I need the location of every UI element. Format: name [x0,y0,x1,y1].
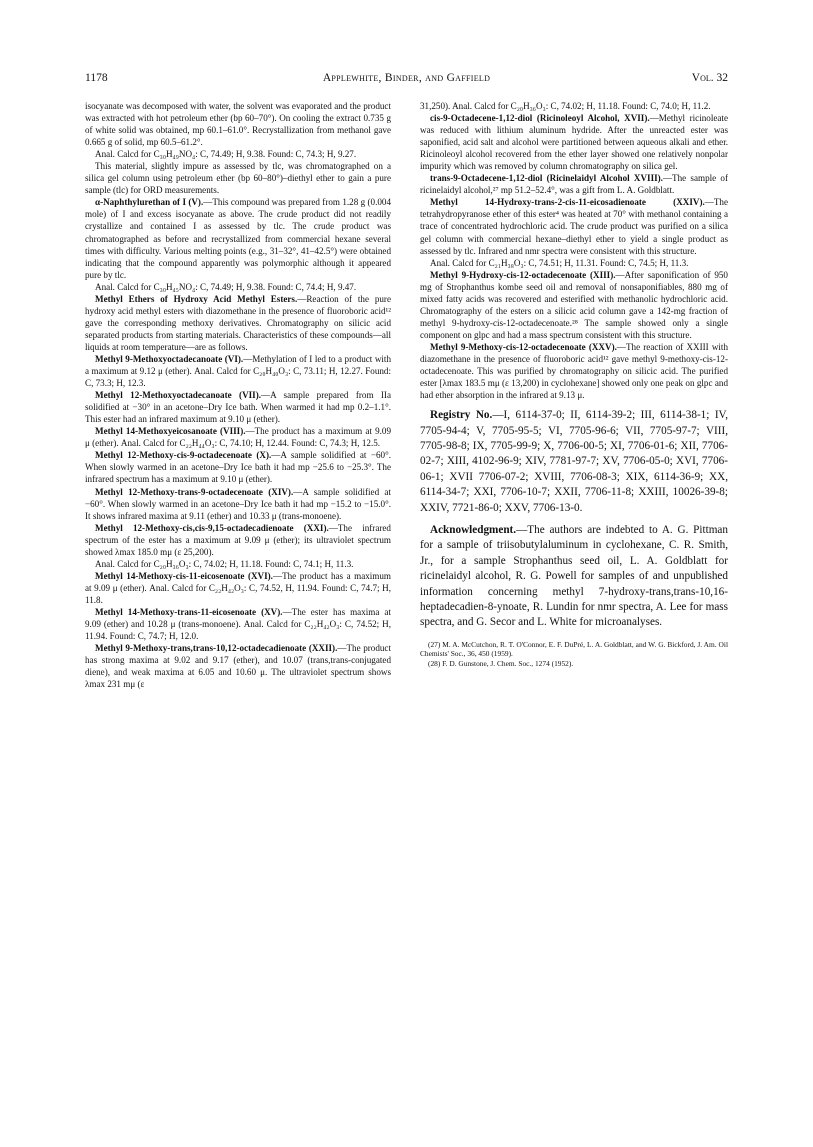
paragraph: Methyl 14-Hydroxy-trans-2-cis-11-eicosadienoate (XXIV).—The tetrahydropyranose ether of this ester⁴ was heated at 70° with methanol containing a trace of concentrated hydrochloric acid. The crude product was purified on a silica gel column with commercial hexane–diethyl ether to yield a single product as assessed by tlc. Infrared and nmr spectra were consistent with this structure. [420,197,728,256]
analysis-paragraph: Anal. Calcd for C₂₀H₃₆O₃: C, 74.02; H, 11.18. Found: C, 74.1; H, 11.3. [95,558,354,569]
analysis-paragraph: Anal. Calcd for C₃₀H₄₅NO₄: C, 74.49; H, 9.38. Found: C, 74.4; H, 9.47. [95,281,357,292]
paragraph: α-Naphthylurethan of I (V).—This compound was prepared from 1.28 g (0.004 mole) of I and excess isocyanate as above. The crude product did not readily crystallize and contained I as assessed by tlc. The crude product was chromatographed as before and recrystallized from commercial hexane several times with difficulty. Various melting points (e.g., 31–32°, 41–42.5°) were obtained indicating that the compound apparently was polymorphic although it appeared pure by tlc. [85,197,391,280]
paragraph: Methyl 12-Methoxy-cis-9-octadecenoate (X).—A sample solidified at −60°. When slowly warmed in an acetone–Dry Ice bath it had mp −25.6 to −25.3°. The infrared spectrum has a maximum at 9.10 μ (ether). [85,450,391,485]
paragraph: This material, slightly impure as assessed by tlc, was chromatographed on a silica gel column using petroleum ether (bp 60–80°)–diethyl ether to gain a pure sample (tlc) for ORD measurements. [85,161,391,196]
compound-heading: Methyl 9-Methoxy-trans,trans-10,12-octadecadienoate (XXII). [95,643,338,654]
footnote-28: (28) F. D. Gunstone, J. Chem. Soc., 1274 (1952). [428,659,574,669]
analysis-paragraph: 31,250). Anal. Calcd for C₂₀H₃₆O₃: C, 74.02; H, 11.18. Found: C, 74.0; H, 11.2. [420,101,711,111]
left-column [85,100,391,690]
compound-heading: cis-9-Octadecene-1,12-diol (Ricinoleoyl Alcohol, XVII). [430,113,650,124]
compound-heading: Methyl 12-Methoxyoctadecanoate (VII). [95,390,262,401]
right-column [420,100,728,669]
acknowledgment-paragraph: Acknowledgment.—The authors are indebted to A. G. Pittman for a sample of triisobutylaluminum in cyclohexane, C. R. Smith, Jr., for a sample Strophanthus seed oil, L. A. Goldblatt for ricinelaidyl alcohol, R. G. Powell for samples of and unpublished information concerning methyl 7-hydroxy-trans,trans-10,16-heptadecadien-8-ynoate, R. Lundin for nmr spectra, A. Lee for mass spectra, and G. Secor and L. White for microanalyses. [420,524,728,629]
paragraph: Methyl 9-Hydroxy-cis-12-octadecenoate (XIII).—After saponification of 950 mg of Strophanthus kombe seed oil and removal of nonsaponifiables, 880 mg of mixed fatty acids was recovered and esterified with methanolic hydrochloric acid. Chromatography of the esters on a silicic acid column gave a 142-mg fraction of methyl 9-hydroxy-cis-12-octadecenoate.²⁸ The sample showed only a single component on glpc and had a mass spectrum consistent with this structure. [420,269,728,340]
paragraph: Methyl 12-Methoxyoctadecanoate (VII).—A sample prepared from IIa solidified at −30° in an acetone–Dry Ice bath. When warmed it had mp 0.2–1.1°. This ester had an infrared maximum at 9.10 μ (ether). [85,390,391,425]
compound-heading: Methyl 14-Methoxyeicosanoate (VIII). [95,426,246,437]
footnote-27: (27) M. A. McCutchon, R. T. O'Connor, E. F. DuPré, L. A. Goldblatt, and W. G. Bickford, J. Am. Oil Chemists' Soc., 36, 450 (1959). [420,639,728,659]
paragraph: Methyl 9-Methoxy-cis-12-octadecenoate (XXV).—The reaction of XXIII with diazomethane in the presence of fluoroboric acid¹² gave methyl 9-methoxy-cis-12-octadecenoate. This was purified by chromatography on silicic acid. The purified ester [λmax 183.5 mμ (ε 13,200) in cyclohexane] showed only one peak on glpc and had ether absorption in the infrared at 9.13 μ. [420,341,728,401]
compound-heading: Methyl 12-Methoxy-cis-9-octadecenoate (X). [95,450,272,461]
compound-heading: trans-9-Octadecene-1,12-diol (Ricinelaidyl Alcohol XVIII). [430,173,663,184]
compound-heading: Methyl 14-Methoxy-trans-11-eicosenoate (XV). [95,606,283,617]
compound-heading: α-Naphthylurethan of I (V). [95,197,204,208]
compound-heading: Methyl 12-Methoxy-trans-9-octadecenoate (XIV). [95,486,294,497]
paragraph: Methyl Ethers of Hydroxy Acid Methyl Esters.—Reaction of the pure hydroxy acid methyl esters with diazomethane in the presence of fluoroboric acid¹² gave the corresponding methoxy derivatives. Chromatography on silicic acid separated products from starting materials. Characteristics of these compounds—all liquids at room temperature—are as follows. [85,293,391,352]
compound-heading: Methyl 9-Hydroxy-cis-12-octadecenoate (XIII). [430,269,616,280]
page-number: 1178 [85,72,108,84]
compound-heading: Methyl 12-Methoxy-cis,cis-9,15-octadecadienoate (XXI). [95,522,329,533]
running-title: Applewhite, Binder, and Gaffield [322,72,491,84]
paragraph: Methyl 14-Methoxyeicosanoate (VIII).—The product has a maximum at 9.09 μ (ether). Anal. Calcd for C₂₂H₄₄O₃: C, 74.10; H, 12.44. Found: C, 74.3; H, 12.5. [85,426,391,449]
registry-paragraph: Registry No.—I, 6114-37-0; II, 6114-39-2; III, 6114-38-1; IV, 7705-94-4; V, 7705-95-5; VI, 7705-96-6; VII, 7705-97-7; VIII, 7705-98-8; IX, 7705-99-9; X, 7706-00-5; XI, 7706-01-6; XII, 7706-02-7; XIII, 4102-96-9; XIV, 7781-97-7; XV, 7706-05-0; XVI, 7706-06-1; XVII 7706-07-2; XVIII, 7706-08-3; XIX, 6114-36-9; XX, 6114-34-7; XXI, 7706-10-7; XXII, 7706-11-8; XXIII, 10026-39-8; XXIV, 7721-86-0; XXV, 7706-13-0. [420,409,728,514]
paragraph: Methyl 9-Methoxyoctadecanoate (VI).—Methylation of I led to a product with a maximum at 9.12 μ (ether). Anal. Calcd for C₂₀H₄₀O₃: C, 73.11; H, 12.27. Found: C, 73.3; H, 12.3. [85,353,391,389]
footnotes [420,640,728,669]
compound-heading: Methyl 9-Methoxyoctadecanoate (VI). [95,353,244,364]
acknowledgment-heading: Acknowledgment. [430,524,517,537]
paragraph: isocyanate was decomposed with water, the solvent was evaporated and the product was extracted with hot petroleum ether (bp 60–70°). On cooling the extract 0.735 g of white solid was obtained, mp 60.1–61.0°. Recrystallization from methanol gave 0.665 g of solid, mp 60.5–61.2°. [85,101,391,148]
paragraph: Methyl 9-Methoxy-trans,trans-10,12-octadecadienoate (XXII).—The product has strong maxima at 9.02 and 9.17 (ether), and 10.07 (trans,trans-conjugated diene), and weak maxima at 6.05 and 10.60 μ. The ultraviolet spectrum shows λmax 231 mμ (ε [85,643,391,690]
paragraph: Methyl 12-Methoxy-cis,cis-9,15-octadecadienoate (XXI).—The infrared spectrum of the ester has a maximum at 9.09 μ (ether); its ultraviolet spectrum showed λmax 185.0 mμ (ε 25,200). [85,522,391,557]
paragraph: Methyl 14-Methoxy-trans-11-eicosenoate (XV).—The ester has maxima at 9.09 (ether) and 10.28 μ (trans-monoene). Anal. Calcd for C₂₂H₄₂O₃: C, 74.52; H, 11.94. Found: C, 74.7; H, 12.0. [85,606,391,642]
paragraph: Methyl 12-Methoxy-trans-9-octadecenoate (XIV).—A sample solidified at −60°. When slowly warmed in an acetone–Dry Ice bath it had mp −15.2 to −15.0°. It shows infrared maxima at 9.11 (ether) and 10.33 μ (trans-monoene). [85,486,391,521]
volume-label: Vol. 32 [691,72,728,84]
running-header [85,72,728,88]
paragraph: trans-9-Octadecene-1,12-diol (Ricinelaidyl Alcohol XVIII).—The sample of ricinelaidyl alcohol,²⁷ mp 51.2–52.4°, was a gift from L. A. Goldblatt. [420,173,728,196]
paragraph: Methyl 14-Methoxy-cis-11-eicosenoate (XVI).—The product has a maximum at 9.09 μ (ether). Anal. Calcd for C₂₂H₄₂O₃: C, 74.52, H, 11.94. Found: C, 74.7; H, 11.8. [85,570,392,605]
analysis-paragraph: Anal. Calcd for C₂₁H₃₈O₃: C, 74.51; H, 11.31. Found: C, 74.5; H, 11.3. [430,257,689,268]
registry-heading: Registry No. [430,409,493,422]
compound-heading: Methyl 14-Hydroxy-trans-2-cis-11-eicosadienoate (XXIV). [430,197,705,208]
compound-heading: Methyl 9-Methoxy-cis-12-octadecenoate (XXV). [430,341,617,352]
compound-heading: Methyl 14-Methoxy-cis-11-eicosenoate (XVI). [95,570,273,581]
section-heading: Methyl Ethers of Hydroxy Acid Methyl Esters. [95,293,298,304]
analysis-paragraph: Anal. Calcd for C₃₀H₄₉NO₄: C, 74.49; H, 9.38. Found: C, 74.3; H, 9.27. [95,149,357,160]
paragraph: cis-9-Octadecene-1,12-diol (Ricinoleoyl Alcohol, XVII).—Methyl ricinoleate was reduced with lithium aluminum hydride. After the unreacted ester was saponified, acid salt and alcohol were partitioned between aqueous alkali and ether. Ricinoleoyl alcohol recovered from the ether layer showed one relatively nonpolar impurity which was removed by column chromatography on silica gel. [420,113,728,172]
